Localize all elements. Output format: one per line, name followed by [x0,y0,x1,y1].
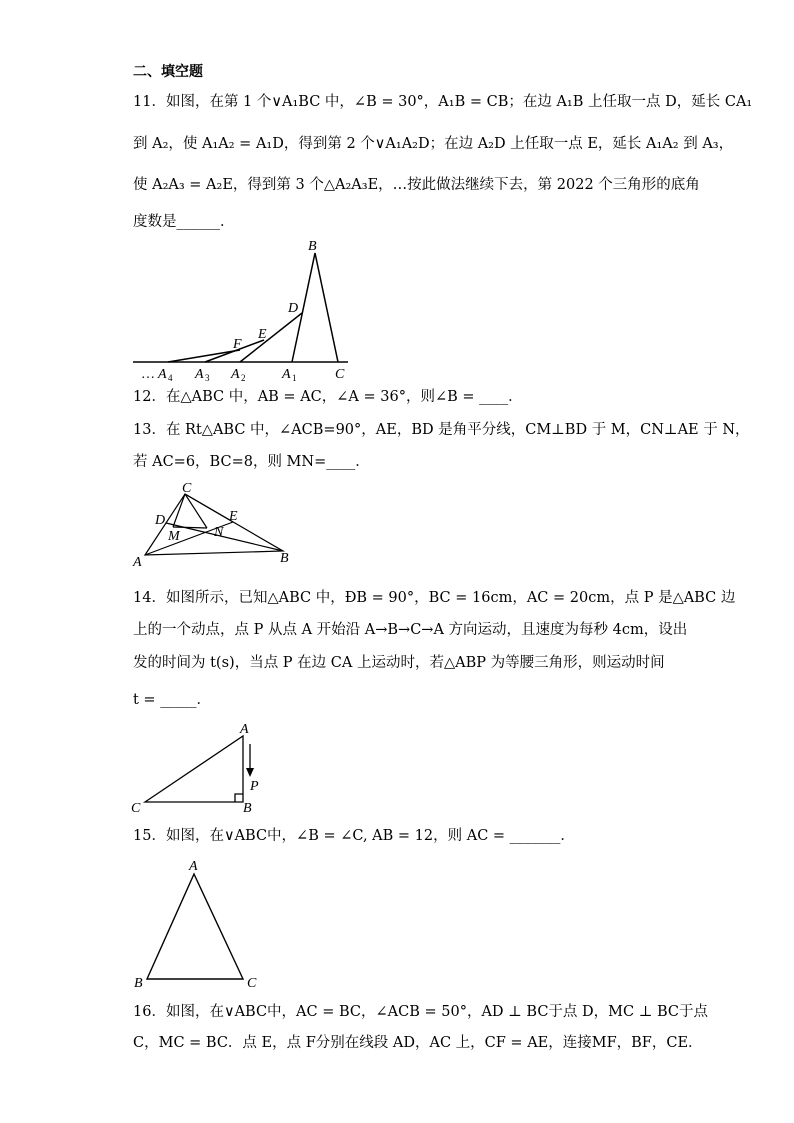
q16-line-1: 16．如图，在∨ABC中，AC = BC，∠ACB = 50°，AD ⊥ BC于点 D，MC ⊥ BC于点 [133,1004,708,1020]
q11-label-A3: A [195,367,204,382]
q14-label-B: B [243,801,252,816]
q11-label-F: F [233,337,242,352]
q11-sub-3: 3 [205,373,210,383]
q15-line-1: 15．如图，在∨ABC中，∠B = ∠C, AB = 12，则 AC = _______． [133,828,575,844]
q11-label-E: E [258,327,267,342]
q11-line-1: 11．如图，在第 1 个∨A₁BC 中，∠B = 30°，A₁B = CB；在边 A₁B 上任取一点 D，延长 CA₁ [133,94,753,110]
q14-line-4: t = _____． [133,692,211,708]
section-title: 二、填空题 [133,64,203,80]
q13-label-B: B [280,551,289,566]
q11-sub-4: 4 [168,373,173,383]
q16-line-2: C，MC = BC．点 E，点 F分别在线段 AD，AC 上，CF = AE，连接MF，BF，CE． [133,1035,703,1051]
q11-label-C: C [335,367,345,382]
q11-label-A2: A [231,367,240,382]
q11-sub-1: 1 [292,373,297,383]
q14-line-2: 上的一个动点，点 P 从点 A 开始沿 A→B→C→A 方向运动，且速度为每秒 4cm，设出 [133,622,688,638]
q13-label-C: C [182,481,192,496]
q14-label-P: P [250,779,259,794]
q12-line-1: 12．在△ABC 中，AB = AC，∠A = 36°，则∠B = ____． [133,389,523,405]
q13-label-M: M [168,529,180,544]
q15-label-B: B [134,976,143,991]
q11-sub-2: 2 [241,373,246,383]
q13-line-1: 13．在 Rt△ABC 中，∠ACB=90°，AE，BD 是角平分线，CM⊥BD 于 M，CN⊥AE 于 N， [133,422,750,438]
q15-label-A: A [189,859,198,874]
q15-label-C: C [247,976,257,991]
q11-line-3: 使 A₂A₃ = A₂E，得到第 3 个△A₂A₃E，…按此做法继续下去，第 2022 个三角形的底角 [133,177,700,193]
q11-dots: … [141,367,155,382]
q11-label-D: D [288,301,299,316]
q13-label-N: N [214,525,224,540]
q11-line-4: 度数是______． [133,214,235,230]
q11-label-A1: A [282,367,291,382]
q11-label-B: B [308,239,317,254]
q13-label-D: D [155,513,166,528]
q14-label-A: A [240,722,249,737]
q13-label-A: A [133,555,142,570]
q13-label-E: E [229,509,238,524]
q14-label-C: C [131,801,141,816]
q11-line-2: 到 A₂，使 A₁A₂ = A₁D，得到第 2 个∨A₁A₂D；在边 A₂D 上任取一点 E，延长 A₁A₂ 到 A₃， [133,136,734,152]
q13-line-2: 若 AC=6，BC=8，则 MN=____． [133,454,370,470]
q11-label-A4: A [158,367,167,382]
q14-line-1: 14．如图所示，已知△ABC 中，ÐB = 90°，BC = 16cm，AC = 20cm，点 P 是△ABC 边 [133,590,736,606]
q14-line-3: 发的时间为 t(s)，当点 P 在边 CA 上运动时，若△ABP 为等腰三角形，则运动时间 [133,655,665,671]
